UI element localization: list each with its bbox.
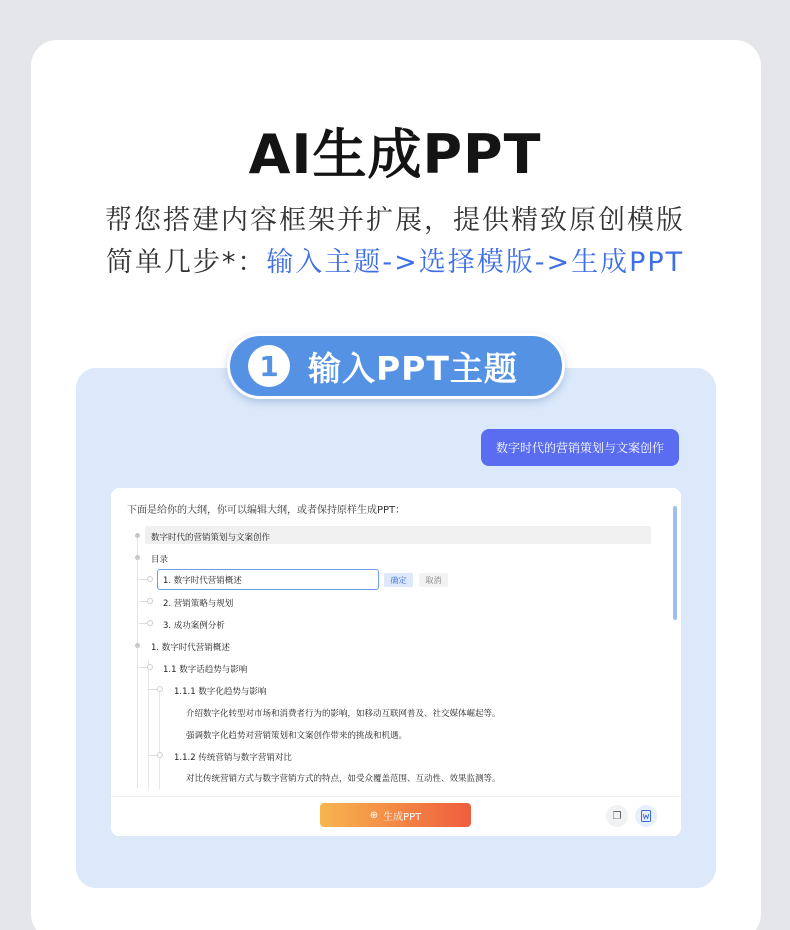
tree-line (148, 660, 149, 790)
steps-line (0, 240, 790, 279)
section-heading[interactable]: 1. 数字时代营销概述 (151, 643, 230, 653)
subsubsection-heading[interactable]: 1.1.1 数字化趋势与影响 (174, 687, 267, 697)
paragraph[interactable]: 强调数字化趋势对营销策划和文案创作带来的挑战和机遇。 (186, 731, 408, 741)
editor-footer (111, 796, 681, 836)
bullet (135, 643, 140, 648)
copy-icon: ❐ (612, 810, 622, 822)
bullet (157, 752, 163, 758)
page-subtitle: 帮您搭建内容框架并扩展，提供精致原创模版 (105, 205, 685, 236)
generate-label: 生成PPT (383, 811, 422, 823)
toc-item[interactable]: 3. 成功案例分析 (163, 621, 225, 631)
step-badge (227, 333, 565, 399)
steps-prefix: 简单几步*： (105, 247, 267, 278)
cancel-button[interactable]: 取消 (419, 573, 448, 587)
generate-ppt-button[interactable] (320, 803, 471, 827)
toc-item[interactable]: 2. 营销策略与规划 (163, 599, 234, 609)
user-message-bubble: 数字时代的营销策划与文案创作 (481, 429, 679, 466)
tree-line (159, 686, 160, 790)
outline-editor (111, 488, 681, 836)
bullet (135, 555, 140, 560)
bullet (147, 576, 153, 582)
bullet (147, 598, 153, 604)
outline-title[interactable]: 数字时代的营销策划与文案创作 (151, 533, 271, 543)
export-word-button[interactable] (635, 805, 657, 827)
confirm-button[interactable]: 确定 (384, 573, 413, 587)
tree-line (137, 538, 138, 788)
paragraph[interactable]: 对比传统营销方式与数字营销方式的特点，如受众覆盖范围、互动性、效果监测等。 (186, 774, 501, 784)
copy-button[interactable] (606, 805, 628, 827)
bullet (157, 686, 163, 692)
word-doc-icon (641, 810, 651, 822)
bullet (147, 620, 153, 626)
step-number: 1 (248, 345, 290, 387)
scrollbar[interactable] (673, 506, 677, 620)
bullet (135, 533, 140, 538)
subsubsection-heading[interactable]: 1.1.2 传统营销与数字营销对比 (174, 753, 292, 763)
subsection-heading[interactable]: 1.1 数字话趋势与影响 (163, 665, 248, 675)
step-label: 输入PPT主题 (308, 348, 518, 388)
bullet (147, 664, 153, 670)
toc-label[interactable]: 目录 (151, 555, 169, 565)
steps-sequence: 输入主题->选择模版->生成PPT (266, 247, 685, 278)
outline-intro: 下面是给你的大纲，你可以编辑大纲，或者保持原样生成PPT： (127, 505, 406, 516)
paragraph[interactable]: 介绍数字化转型对市场和消费者行为的影响，如移动互联网普及、社交媒体崛起等。 (186, 709, 501, 719)
globe-icon: ⊕ (369, 809, 379, 821)
toc-edit-input[interactable]: 1. 数字时代营销概述 (157, 569, 379, 590)
page-title: AI生成PPT (248, 123, 542, 186)
